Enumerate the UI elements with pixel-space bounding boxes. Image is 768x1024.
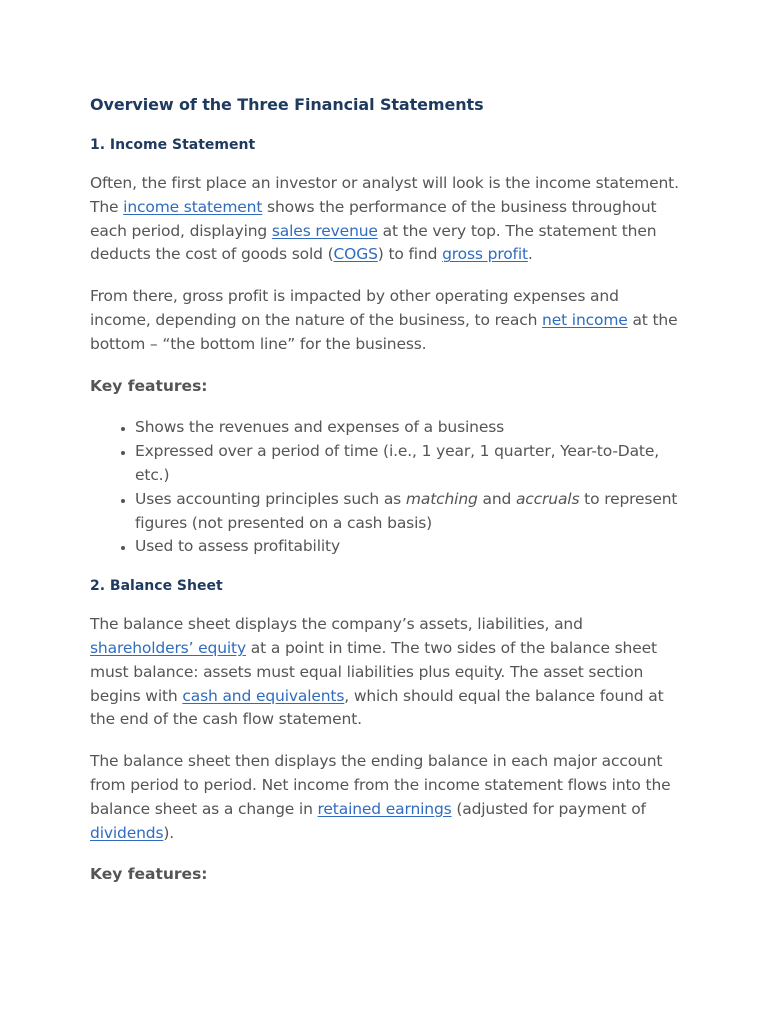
net-income-link[interactable]: net income [542,310,628,329]
text-run: ) to find [377,245,443,264]
text-run: Uses accounting principles such as [135,489,406,508]
text-run: (adjusted for payment of [451,799,646,818]
page-title: Overview of the Three Financial Statements [90,95,484,114]
income-statement-heading: 1. Income Statement [90,137,256,153]
text-run: at the bottom – “the bottom line” for the business. [90,310,678,353]
balance-sheet-paragraph-2 [90,750,680,845]
cogs-link[interactable]: COGS [333,245,378,264]
income-statement-paragraph-1 [90,172,680,267]
balance-sheet-heading: 2. Balance Sheet [90,578,223,595]
text-run: and [477,489,516,508]
income-key-features-label: Key features: [90,376,208,395]
text-run: at the very top. The statement then deducts the cost of goods sold ( [90,221,657,264]
cash-and-equivalents-link[interactable]: cash and equivalents [182,686,345,705]
list-item: • Used to assess profitability [135,535,680,559]
sales-revenue-link[interactable]: sales revenue [271,221,378,240]
text-run: at a point in time. The two sides of the balance sheet must balance: assets must equal liabilities plus equity. The asset section begins with [90,638,657,705]
gross-profit-link[interactable]: gross profit [442,245,528,264]
balance-key-features-label: Key features: [90,865,208,884]
emphasis-matching: matching [405,489,478,508]
list-item: • Expressed over a period of time (i.e., 1 year, 1 quarter, Year-to-Date, etc.) [135,440,680,488]
text-run: , which should equal the balance found at the end of the cash flow statement. [90,686,664,729]
shareholders-equity-link[interactable]: shareholders’ equity [90,638,247,657]
text-run: The balance sheet then displays the ending balance in each major account from period to period. Net income from the income statement flows into the balance sheet as a change in [90,752,671,818]
emphasis-accruals: accruals [515,489,580,508]
text-run: ). [163,823,175,842]
text-run: . [527,245,533,264]
text-run: From there, gross profit is impacted by other operating expenses and income, depending on the nature of the business, to reach [90,287,619,329]
list-item: • Shows the revenues and expenses of a business [135,416,680,440]
retained-earnings-link[interactable]: retained earnings [317,799,452,818]
dividends-link[interactable]: dividends [90,823,164,842]
text-run: Often, the first place an investor or analyst will look is the income statement. The [90,174,679,216]
text-run: The balance sheet displays the company’s assets, liabilities, and [90,615,583,634]
text-run: shows the performance of the business throughout each period, displaying [90,197,657,240]
list-item [135,488,680,536]
text-run: to represent figures (not presented on a cash basis) [135,489,678,532]
income-features-list [90,416,680,559]
income-statement-link[interactable]: income statement [123,197,263,216]
balance-sheet-paragraph-1 [90,613,680,732]
income-statement-paragraph-2 [90,285,680,356]
